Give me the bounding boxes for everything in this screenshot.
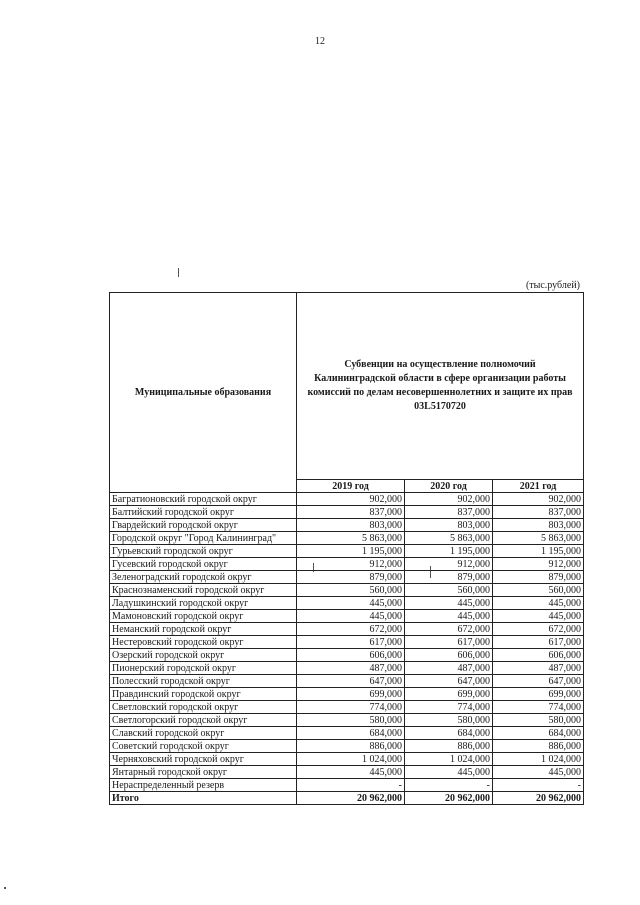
value-2021: 445,000 [493, 597, 584, 610]
value-2020: 445,000 [405, 766, 493, 779]
value-2019: 487,000 [297, 662, 405, 675]
municipality-name: Зеленоградский городской округ [110, 571, 297, 584]
year-header-2021: 2021 год [493, 480, 584, 493]
value-2020: 647,000 [405, 675, 493, 688]
table-row [110, 675, 584, 688]
total-2019: 20 962,000 [297, 792, 405, 805]
value-2020: 684,000 [405, 727, 493, 740]
value-2021: 5 863,000 [493, 532, 584, 545]
value-2020: 445,000 [405, 610, 493, 623]
scan-mark [178, 268, 179, 277]
table-row [110, 571, 584, 584]
value-2021: 647,000 [493, 675, 584, 688]
value-2020: 560,000 [405, 584, 493, 597]
value-2021: - [493, 779, 584, 792]
value-2021: 1 195,000 [493, 545, 584, 558]
column-header-subvention: Субвенции на осуществление полномочий Калининградской области в сфере организации работы комиссий по делам несовершеннолетних и защите их прав 03L5170720 [297, 293, 584, 480]
value-2021: 684,000 [493, 727, 584, 740]
value-2021: 560,000 [493, 584, 584, 597]
total-2021: 20 962,000 [493, 792, 584, 805]
value-2021: 445,000 [493, 610, 584, 623]
value-2021: 886,000 [493, 740, 584, 753]
municipality-name: Пионерский городской округ [110, 662, 297, 675]
table-row [110, 740, 584, 753]
page-number: 12 [315, 36, 325, 47]
table-row [110, 662, 584, 675]
value-2020: 445,000 [405, 597, 493, 610]
value-2020: 803,000 [405, 519, 493, 532]
value-2020: 912,000 [405, 558, 493, 571]
table-row [110, 532, 584, 545]
value-2021: 445,000 [493, 766, 584, 779]
value-2021: 902,000 [493, 493, 584, 506]
value-2020: 5 863,000 [405, 532, 493, 545]
value-2020: 699,000 [405, 688, 493, 701]
municipality-name: Нестеровский городской округ [110, 636, 297, 649]
table-row [110, 649, 584, 662]
value-2019: - [297, 779, 405, 792]
value-2019: 445,000 [297, 610, 405, 623]
municipality-name: Багратионовский городской округ [110, 493, 297, 506]
value-2019: 445,000 [297, 766, 405, 779]
value-2021: 837,000 [493, 506, 584, 519]
municipality-name: Янтарный городской округ [110, 766, 297, 779]
value-2021: 580,000 [493, 714, 584, 727]
value-2020: 606,000 [405, 649, 493, 662]
value-2020: 879,000 [405, 571, 493, 584]
value-2020: 902,000 [405, 493, 493, 506]
value-2019: 617,000 [297, 636, 405, 649]
total-2020: 20 962,000 [405, 792, 493, 805]
value-2021: 617,000 [493, 636, 584, 649]
value-2021: 912,000 [493, 558, 584, 571]
municipality-name: Светловский городской округ [110, 701, 297, 714]
value-2019: 684,000 [297, 727, 405, 740]
municipality-name: Нераспределенный резерв [110, 779, 297, 792]
value-2021: 1 024,000 [493, 753, 584, 766]
value-2021: 803,000 [493, 519, 584, 532]
value-2020: 487,000 [405, 662, 493, 675]
value-2019: 1 024,000 [297, 753, 405, 766]
value-2019: 672,000 [297, 623, 405, 636]
value-2019: 774,000 [297, 701, 405, 714]
value-2019: 879,000 [297, 571, 405, 584]
municipality-name: Славский городской округ [110, 727, 297, 740]
subvention-table [109, 292, 584, 805]
municipality-name: Ладушкинский городской округ [110, 597, 297, 610]
value-2019: 699,000 [297, 688, 405, 701]
table-header-row [110, 293, 584, 480]
scan-mark [4, 887, 6, 889]
table-row [110, 753, 584, 766]
table-row [110, 636, 584, 649]
table-row [110, 714, 584, 727]
municipality-name: Озерский городской округ [110, 649, 297, 662]
table-row [110, 545, 584, 558]
column-header-municipality: Муниципальные образования [110, 293, 297, 493]
value-2020: 886,000 [405, 740, 493, 753]
value-2019: 886,000 [297, 740, 405, 753]
municipality-name: Мамоновский городской округ [110, 610, 297, 623]
table-row [110, 623, 584, 636]
value-2021: 699,000 [493, 688, 584, 701]
municipality-name: Правдинский городской округ [110, 688, 297, 701]
value-2019: 837,000 [297, 506, 405, 519]
table-row [110, 597, 584, 610]
value-2021: 879,000 [493, 571, 584, 584]
table-row [110, 727, 584, 740]
total-label: Итого [110, 792, 297, 805]
value-2019: 647,000 [297, 675, 405, 688]
table-row [110, 701, 584, 714]
year-header-2020: 2020 год [405, 480, 493, 493]
municipality-name: Краснознаменский городской округ [110, 584, 297, 597]
table-row [110, 610, 584, 623]
municipality-name: Советский городской округ [110, 740, 297, 753]
year-header-2019: 2019 год [297, 480, 405, 493]
municipality-name: Полесский городской округ [110, 675, 297, 688]
value-2020: 1 195,000 [405, 545, 493, 558]
table-row [110, 558, 584, 571]
table-row [110, 779, 584, 792]
municipality-name: Черняховский городской округ [110, 753, 297, 766]
value-2019: 912,000 [297, 558, 405, 571]
value-2020: 580,000 [405, 714, 493, 727]
value-2019: 803,000 [297, 519, 405, 532]
value-2019: 580,000 [297, 714, 405, 727]
value-2019: 560,000 [297, 584, 405, 597]
municipality-name: Светлогорский городской округ [110, 714, 297, 727]
value-2020: - [405, 779, 493, 792]
table-row [110, 766, 584, 779]
value-2020: 774,000 [405, 701, 493, 714]
municipality-name: Гусевский городской округ [110, 558, 297, 571]
value-2021: 606,000 [493, 649, 584, 662]
total-row [110, 792, 584, 805]
municipality-name: Неманский городской округ [110, 623, 297, 636]
table-row [110, 688, 584, 701]
value-2019: 1 195,000 [297, 545, 405, 558]
value-2021: 487,000 [493, 662, 584, 675]
value-2020: 617,000 [405, 636, 493, 649]
value-2019: 606,000 [297, 649, 405, 662]
municipality-name: Городской округ "Город Калининград" [110, 532, 297, 545]
table-row [110, 519, 584, 532]
value-2019: 902,000 [297, 493, 405, 506]
value-2019: 445,000 [297, 597, 405, 610]
value-2021: 672,000 [493, 623, 584, 636]
value-2021: 774,000 [493, 701, 584, 714]
value-2019: 5 863,000 [297, 532, 405, 545]
value-2020: 1 024,000 [405, 753, 493, 766]
value-2020: 672,000 [405, 623, 493, 636]
municipality-name: Гурьевский городской округ [110, 545, 297, 558]
municipality-name: Балтийский городской округ [110, 506, 297, 519]
units-label: (тыс.рублей) [525, 280, 580, 291]
value-2020: 837,000 [405, 506, 493, 519]
municipality-name: Гвардейский городской округ [110, 519, 297, 532]
table-row [110, 584, 584, 597]
table-row [110, 493, 584, 506]
table-row [110, 506, 584, 519]
